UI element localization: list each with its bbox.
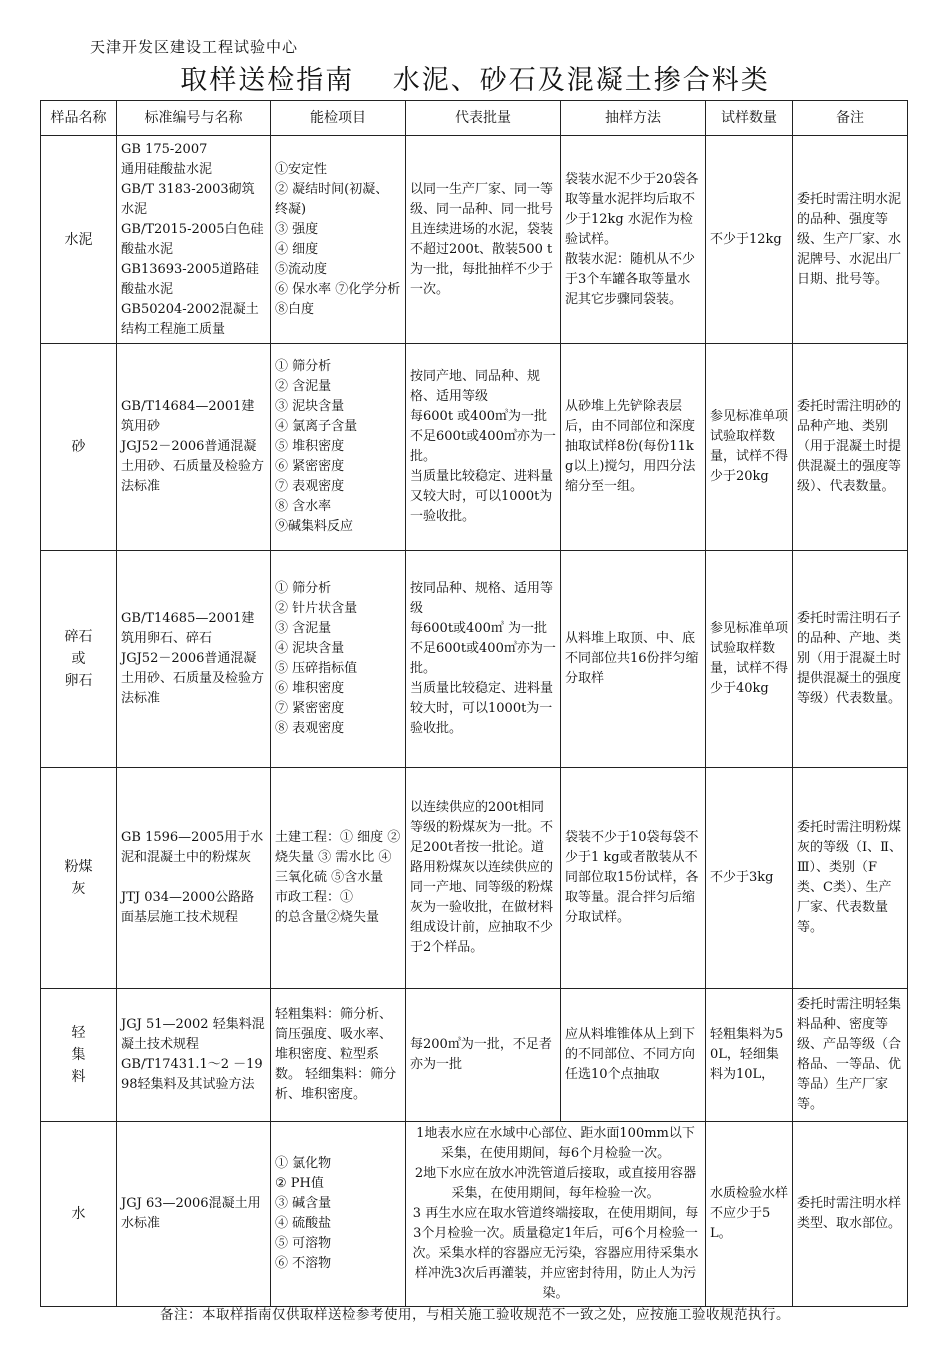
col-header-batch: 代表批量 (406, 101, 561, 136)
qty-cell: 不少于12kg (706, 136, 793, 344)
batch-method-cell: 1地表水应在水域中心部位、距水面100mm以下采集，在使用期间，每6个月检验一次。 2地下水应在放水冲洗管道后接取，或直接用容器采集，在使用期间，每年检验一次。 3 再生水应在取水管道终端接取，在使用期间，每3个月检验一次。质量稳定1年后，可6个月检验一次。采集水样的容器应无污染，容器应用待采集水样冲洗3次后再灌装，并应密封待用，防止人为污染。 (406, 1122, 706, 1307)
note-cell: 委托时需注明砂的品种产地、类别（用于混凝土时提供混凝土的强度等级）、代表数量。 (793, 344, 908, 551)
col-header-method: 抽样方法 (561, 101, 706, 136)
batch-cell: 以连续供应的200t相同等级的粉煤灰为一批。不足200t者按一批论。道路用粉煤灰以连续供应的同一产地、同等级的粉煤灰为一验收批，在做材料组成设计前，应抽取不少于2个样品。 (406, 768, 561, 989)
table-row (41, 136, 908, 344)
qty-cell: 参见标准单项试验取样数量，试样不得少于40kg (706, 551, 793, 768)
table-header-row (41, 101, 908, 136)
qty-cell: 水质检验水样不应少于5L。 (706, 1122, 793, 1307)
items-cell: ① 筛分析 ② 针片状含量 ③ 含泥量 ④ 泥块含量 ⑤ 压碎指标值 ⑥ 堆积密度 ⑦ 紧密密度 ⑧ 表观密度 (271, 551, 406, 768)
standard-cell: GB 1596—2005用于水泥和混凝土中的粉煤灰 JTJ 034—2000公路路面基层施工技术规程 (117, 768, 271, 989)
standard-cell: GB/T14684—2001建筑用砂 JGJ52－2006普通混凝土用砂、石质量及检验方法标准 (117, 344, 271, 551)
sample-name: 碎石 或 卵石 (41, 551, 117, 768)
qty-cell: 参见标准单项试验取样数量，试样不得少于20kg (706, 344, 793, 551)
note-cell: 委托时需注明粉煤灰的等级（Ⅰ、Ⅱ、Ⅲ）、类别（F类、C类）、生产厂家、代表数量等。 (793, 768, 908, 989)
sample-name: 水 (41, 1122, 117, 1307)
sample-name: 水泥 (41, 136, 117, 344)
batch-cell: 按同品种、规格、适用等级 每600t或400㎥ 为一批 不足600t或400㎥亦为一批。 当质量比较稳定、进料量较大时，可以1000t为一验收批。 (406, 551, 561, 768)
method-cell: 应从料堆锥体从上到下的不同部位、不同方向任选10个点抽取 (561, 989, 706, 1122)
org-name: 天津开发区建设工程试验中心 (90, 38, 299, 56)
standard-cell: GB 175-2007 通用硅酸盐水泥 GB/T 3183-2003砌筑水泥 GB/T2015-2005白色硅酸盐水泥 GB13693-2005道路硅酸盐水泥 GB50204-2002混凝土结构工程施工质量 (117, 136, 271, 344)
table-row (41, 989, 908, 1122)
batch-cell: 以同一生产厂家、同一等级、同一品种、同一批号且连续进场的水泥，袋装不超过200t、散装500 t为一批，每批抽样不少于一次。 (406, 136, 561, 344)
page-title (0, 58, 950, 97)
title-main: 取样送检指南 (180, 65, 355, 96)
title-sub: 水泥、砂石及混凝土掺合料类 (392, 65, 770, 96)
footer-note: 备注：本取样指南仅供取样送检参考使用，与相关施工验收规范不一致之处，应按施工验收规范执行。 (160, 1307, 790, 1323)
note-cell: 委托时需注明轻集料品种、密度等级、产品等级（合格品、一等品、优等品）生产厂家等。 (793, 989, 908, 1122)
batch-cell: 按同产地、同品种、规格、适用等级 每600t 或400㎥为一批 不足600t或400㎥亦为一批。 当质量比较稳定、进料量又较大时，可以1000t为一验收批。 (406, 344, 561, 551)
col-header-note: 备注 (793, 101, 908, 136)
table-row (41, 344, 908, 551)
note-cell: 委托时需注明水样类型、取水部位。 (793, 1122, 908, 1307)
standard-cell: GB/T14685—2001建筑用卵石、碎石 JGJ52－2006普通混凝土用砂、石质量及检验方法标准 (117, 551, 271, 768)
sample-name: 轻 集 料 (41, 989, 117, 1122)
col-header-standard: 标准编号与名称 (117, 101, 271, 136)
items-cell: 土建工程：① 细度 ② 烧失量 ③ 需水比 ④三氧化硫 ⑤含水量 市政工程：① 的总含量②烧失量 (271, 768, 406, 989)
sampling-guide-table (40, 100, 908, 1307)
col-header-items: 能检项目 (271, 101, 406, 136)
note-cell: 委托时需注明水泥的品种、强度等级、生产厂家、水泥牌号、水泥出厂日期、批号等。 (793, 136, 908, 344)
table-row (41, 551, 908, 768)
method-cell: 从料堆上取顶、中、底不同部位共16份拌匀缩分取样 (561, 551, 706, 768)
method-cell: 从砂堆上先铲除表层后，由不同部位和深度抽取试样8份(每份11kg以上)搅匀，用四分法缩分至一组。 (561, 344, 706, 551)
sample-name: 粉煤 灰 (41, 768, 117, 989)
qty-cell: 不少于3kg (706, 768, 793, 989)
table-row (41, 768, 908, 989)
items-cell: ①安定性 ② 凝结时间(初凝、终凝) ③ 强度 ④ 细度 ⑤流动度 ⑥ 保水率 ⑦化学分析 ⑧白度 (271, 136, 406, 344)
col-header-sample: 样品名称 (41, 101, 117, 136)
table-row (41, 1122, 908, 1307)
batch-cell: 每200㎥为一批，不足者亦为一批 (406, 989, 561, 1122)
method-cell: 袋装水泥不少于20袋各取等量水泥拌均后取不少于12kg 水泥作为检验试样。 散装水泥：随机从不少于3个车罐各取等量水泥其它步骤同袋装。 (561, 136, 706, 344)
items-cell: ① 筛分析 ② 含泥量 ③ 泥块含量 ④ 氯离子含量 ⑤ 堆积密度 ⑥ 紧密密度 ⑦ 表观密度 ⑧ 含水率 ⑨碱集料反应 (271, 344, 406, 551)
standard-cell: JGJ 63—2006混凝土用水标准 (117, 1122, 271, 1307)
standard-cell: JGJ 51—2002 轻集料混凝土技术规程 GB/T17431.1～2 －1998轻集料及其试验方法 (117, 989, 271, 1122)
items-cell: ① 氯化物 ② PH值 ③ 碱含量 ④ 硫酸盐 ⑤ 可溶物 ⑥ 不溶物 (271, 1122, 406, 1307)
method-cell: 袋装不少于10袋每袋不少于1 kg或者散装从不同部位取15份试样，各取等量。混合拌匀后缩分取试样。 (561, 768, 706, 989)
col-header-qty: 试样数量 (706, 101, 793, 136)
sample-name: 砂 (41, 344, 117, 551)
note-cell: 委托时需注明石子的品种、产地、类别（用于混凝土时提供混凝土的强度等级）代表数量。 (793, 551, 908, 768)
qty-cell: 轻粗集料为50L，轻细集料为10L， (706, 989, 793, 1122)
items-cell: 轻粗集料：筛分析、筒压强度、吸水率、堆积密度、粒型系数。 轻细集料：筛分析、堆积密度。 (271, 989, 406, 1122)
